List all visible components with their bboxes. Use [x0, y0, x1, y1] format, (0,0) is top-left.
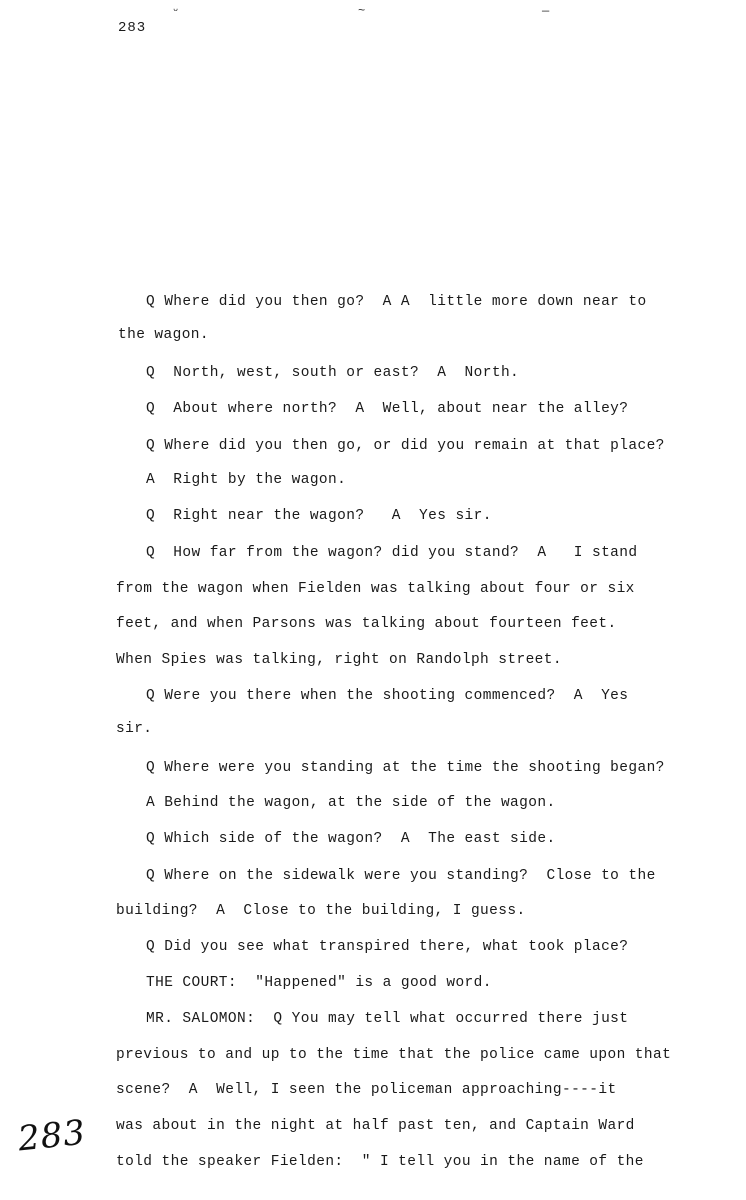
transcript-line: was about in the night at half past ten, and Captain Ward [116, 1118, 635, 1134]
transcript-line: Q Where did you then go? A A little more down near to [146, 294, 647, 310]
transcript-line: Q Were you there when the shooting commenced? A Yes [146, 688, 629, 704]
transcript-line: scene? A Well, I seen the policeman approaching----it [116, 1082, 617, 1098]
transcript-line: sir. [116, 721, 153, 737]
transcript-line: Q Right near the wagon? A Yes sir. [146, 508, 492, 524]
transcript-line: When Spies was talking, right on Randolph street. [116, 652, 562, 668]
transcript-line: A Behind the wagon, at the side of the wagon. [146, 795, 556, 811]
transcript-line: Q Where on the sidewalk were you standing? Close to the [146, 868, 656, 884]
page-number: 283 [118, 20, 147, 36]
transcript-line: Q Where were you standing at the time the shooting began? [146, 760, 665, 776]
transcript-line: the wagon. [118, 327, 210, 343]
transcript-line: Q Where did you then go, or did you remain at that place? [146, 438, 665, 454]
transcript-line: Q About where north? A Well, about near the alley? [146, 401, 629, 417]
punch-mark-center: ~ [358, 4, 366, 18]
transcript-line: Q North, west, south or east? A North. [146, 365, 520, 381]
transcript-line: A Right by the wagon. [146, 472, 347, 488]
transcript-line: Q Did you see what transpired there, what took place? [146, 939, 629, 955]
transcript-line: feet, and when Parsons was talking about fourteen feet. [116, 616, 617, 632]
punch-mark-left: ᵕ [172, 4, 180, 18]
transcript-line: told the speaker Fielden: " I tell you in the name of the [116, 1154, 644, 1170]
handwritten-page-number: 283 [16, 1112, 88, 1160]
transcript-line: MR. SALOMON: Q You may tell what occurred there just [146, 1011, 629, 1027]
transcript-line: Q Which side of the wagon? A The east side. [146, 831, 556, 847]
transcript-line: THE COURT: "Happened" is a good word. [146, 975, 492, 991]
transcript-line: from the wagon when Fielden was talking about four or six [116, 581, 635, 597]
transcript-line: Q How far from the wagon? did you stand? A I stand [146, 545, 638, 561]
transcript-line: building? A Close to the building, I guess. [116, 903, 526, 919]
transcript-line: previous to and up to the time that the police came upon that [116, 1047, 672, 1063]
punch-mark-right: — [542, 4, 550, 18]
